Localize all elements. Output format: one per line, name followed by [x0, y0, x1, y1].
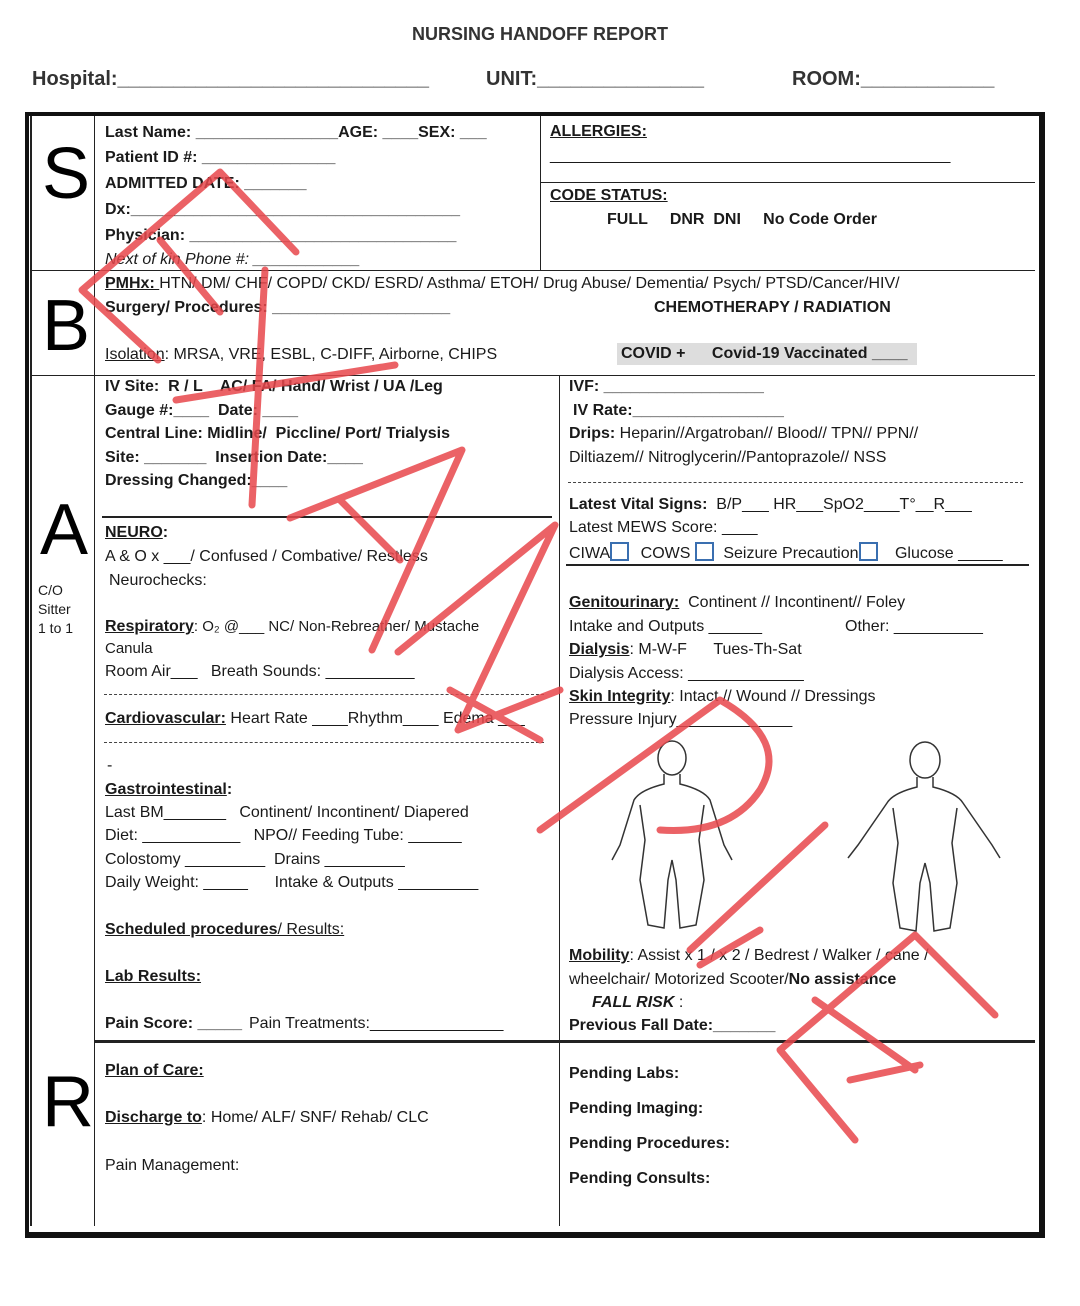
code-status-label: CODE STATUS:: [550, 187, 668, 204]
dialysis-options: : M-W-F Tues-Th-Sat: [629, 641, 802, 658]
respiratory-options: : O₂ @___ NC/ Non-Rebreather/ Mustache: [193, 618, 480, 635]
divider: [94, 116, 95, 1226]
isolation-options: : MRSA, VRE, ESBL, C-DIFF, Airborne, CHIPS: [164, 346, 498, 363]
dialysis-access-field[interactable]: Dialysis Access: _____________: [569, 665, 804, 682]
gi-label: Gastrointestinal: [105, 781, 227, 798]
divider: [540, 182, 1035, 183]
ivf-field[interactable]: IVF: __________________: [569, 378, 764, 395]
patient-id-field[interactable]: Patient ID #: _______________: [105, 149, 336, 166]
cardio-label: Cardiovascular:: [105, 710, 226, 727]
sitter-note: C/O: [38, 582, 63, 598]
covid-status: COVID +: [621, 345, 686, 362]
discharge-label: Discharge to: [105, 1109, 202, 1126]
iv-site-field[interactable]: IV Site: R / L AC/ FA/ Hand/ Wrist / UA /Leg: [105, 378, 443, 395]
section-letter-r: R: [42, 1062, 94, 1142]
allergies-field[interactable]: _____________________________________________: [550, 147, 951, 164]
pending-imaging-label: Pending Imaging:: [569, 1100, 704, 1117]
io-field[interactable]: Intake and Outputs ______: [569, 618, 763, 635]
ao-field[interactable]: A & O x ___/ Confused / Combative/ Restless: [105, 548, 428, 565]
gauge-field[interactable]: Gauge #:____ Date: ____: [105, 402, 298, 419]
skin-label: Skin Integrity: [569, 688, 671, 705]
fall-risk-colon: :: [674, 994, 684, 1011]
ciwa-checkbox[interactable]: [610, 542, 629, 561]
pressure-injury-field[interactable]: Pressure Injury_____________: [569, 711, 793, 728]
mobility-options-2: wheelchair/ Motorized Scooter/: [569, 971, 789, 988]
divider: [30, 375, 1035, 376]
unit-field: UNIT:_______________: [486, 68, 704, 90]
section-letter-s: S: [42, 134, 91, 214]
dashed-divider: [104, 742, 544, 743]
page-title: NURSING HANDOFF REPORT: [412, 24, 668, 44]
admitted-date-field[interactable]: ADMITTED DATE: _______: [105, 175, 307, 192]
vitals-fields[interactable]: B/P___ HR___SpO2____T°__R___: [707, 496, 972, 513]
dressing-field[interactable]: Dressing Changed:____: [105, 472, 288, 489]
mobility-options: : Assist x 1 / x 2 / Bedrest / Walker / cane /: [629, 947, 929, 964]
pending-labs-label: Pending Labs:: [569, 1065, 680, 1082]
respiratory-label: Respiratory: [105, 618, 194, 635]
dx-field[interactable]: Dx:_____________________________________: [105, 201, 461, 218]
gu-options: Continent // Incontinent// Foley: [679, 594, 906, 611]
sitter-note: Sitter: [38, 601, 71, 617]
pain-score-field[interactable]: Pain Score: _____: [105, 1015, 242, 1032]
cows-checkbox[interactable]: [695, 542, 714, 561]
physician-field[interactable]: Physician: ______________________________: [105, 227, 457, 244]
diet-field[interactable]: Diet: ___________ NPO// Feeding Tube: ______: [105, 827, 462, 844]
skin-options: : Intact // Wound // Dressings: [670, 688, 876, 705]
pmhx-label: PMHx:: [105, 275, 160, 292]
vitals-label: Latest Vital Signs:: [569, 496, 708, 513]
neuro-label: NEURO: [105, 524, 163, 541]
divider: [102, 516, 552, 518]
daily-weight-field[interactable]: Daily Weight: _____ Intake & Outputs _________: [105, 874, 479, 891]
mobility-label: Mobility: [569, 947, 630, 964]
mews-field[interactable]: Latest MEWS Score: ____: [569, 519, 758, 536]
allergies-label: ALLERGIES:: [550, 123, 647, 140]
dialysis-label: Dialysis: [569, 641, 630, 658]
plan-of-care-label: Plan of Care:: [105, 1062, 204, 1079]
neurochecks-field[interactable]: Neurochecks:: [109, 572, 207, 589]
fall-risk-label: FALL RISK: [592, 994, 675, 1011]
pmhx-options: HTN/ DM/ CHF/ COPD/ CKD/ ESRD/ Asthma/ ETOH/ Drug Abuse/ Dementia/ Psych/ PTSD/Cancer/HIV/: [159, 275, 900, 292]
pain-management-label: Pain Management:: [105, 1157, 240, 1174]
divider: [30, 270, 1035, 271]
handoff-report-page: NURSING HANDOFF REPORT Hospital:____________________________ UNIT:_______________ ROOM:____________ S B A R C/O Sitter 1 to 1 Last Name: ________________AGE: ____SEX: ___ Patient ID #: _______________ ADMITTED DATE: _______ Dx:_____________________________________ Physician: ______________________________ Next of kin Phone #: ____________ ALLERGIES: _____________________________________________ CODE STATUS: FULL DNR DNI No Code Order PMHx: HTN/ DM/ CHF/ COPD/ CKD/ ESRD/ Asthma/ ETOH/ Drug Abuse/ Dementia/ Psych/ PTSD/Cancer/HIV/ Surgery/ Procedures: ____________________ CHEMOTHERAPY / RADIATION Isolation: MRSA, VRE, ESBL, C-DIFF, Airborne, CHIPS COVID + Covid-19 Vaccinated ____ IV Site: R / L AC/ FA/ Hand/ Wrist / UA /Leg Gauge #:____ Date: ____ Central Line: Midline/ Piccline/ Port/ Trialysis Site: _______ Insertion Date:____ Dressing Changed:____ NEURO: A & O x ___/ Confused / Combative/ Restless Neurochecks: Respiratory: O₂ @___ NC/ Non-Rebreather/ Mustache Canula Room Air___ Breath Sounds: __________ Cardiovascular: Heart Rate ____Rhythm____ Edema ___ - Gastrointestinal: Last BM_______ Continent/ Incontinent/ Diapered Diet: ___________ NPO// Feeding Tube: ______ Colostomy _________ Drains _________ Daily Weight: _____ Intake & Outputs _________ Scheduled procedures/ Results: Lab Results: Pain Score: _____ Pain Treatments:_______________ IVF: __________________ IV Rate:_________________ Drips: Heparin//Argatroban// Blood// TPN// PPN// Diltiazem// Nitroglycerin//Pantoprazole// NSS Latest Vital Signs: B/P___ HR___SpO2____T°__R___ Latest MEWS Score: ____ CIWA COWS Seizure Precaution Glucose _____ Genitourinary: Continent // Incontinent// Foley Intake and Outputs ______ Other: __________ Dialysis: M-W-F Tues-Th-Sat Dialysis Access: _____________ Skin Integrity: Intact // Wound // Dressings Pressure Injury_____________ Mobility: Assist x 1 / x 2 / Bedrest / Walker / cane / wheelchair/ Motorized Scooter/No assistance FALL RISK : Previous Fall Date:_______ Plan of Care: Discharge to: Home/ ALF/ SNF/ Rehab/ CLC Pain Management: Pending Labs: Pending Imaging: Pending Procedures: Pending Consults:: [0, 0, 1080, 1306]
drips-options-2: Diltiazem// Nitroglycerin//Pantoprazole// NSS: [569, 449, 887, 466]
seizure-label: Seizure Precaution: [723, 545, 859, 562]
cows-label: COWS: [640, 545, 691, 562]
pain-treatments-field[interactable]: Pain Treatments:_______________: [249, 1015, 504, 1032]
cardio-fields[interactable]: Heart Rate ____Rhythm____ Edema ___: [225, 710, 525, 727]
chemo-radiation: CHEMOTHERAPY / RADIATION: [654, 299, 891, 316]
other-field[interactable]: Other: __________: [845, 618, 983, 635]
no-assistance: No assistance: [788, 971, 897, 988]
pending-consults-label: Pending Consults:: [569, 1170, 711, 1187]
code-status-options: FULL DNR DNI No Code Order: [607, 211, 877, 228]
iv-rate-field[interactable]: IV Rate:_________________: [573, 402, 784, 419]
site-field[interactable]: Site: _______ Insertion Date:____: [105, 449, 363, 466]
dashed-divider: [568, 482, 1023, 483]
divider: [540, 116, 541, 270]
drips-options: Heparin//Argatroban// Blood// TPN// PPN//: [615, 425, 919, 442]
scheduled-label: Scheduled procedures: [105, 921, 278, 938]
hospital-field: Hospital:____________________________: [32, 68, 430, 90]
dashed-divider: [104, 694, 544, 695]
central-line-field[interactable]: Central Line: Midline/ Piccline/ Port/ Trialysis: [105, 425, 450, 442]
last-bm-field[interactable]: Last BM_______ Continent/ Incontinent/ Diapered: [105, 804, 469, 821]
scheduled-results: / Results:: [277, 921, 345, 938]
covid-vaccinated: Covid-19 Vaccinated ____: [711, 345, 908, 362]
last-name-field[interactable]: Last Name: ________________AGE: ____SEX: ___: [105, 124, 487, 141]
next-of-kin-field[interactable]: Next of kin Phone #: ____________: [105, 251, 361, 268]
ciwa-label: CIWA: [569, 545, 611, 562]
divider: [566, 564, 1029, 566]
pending-procedures-label: Pending Procedures:: [569, 1135, 730, 1152]
drips-label: Drips:: [569, 425, 616, 442]
section-letter-a: A: [40, 490, 89, 570]
glucose-field[interactable]: Glucose _____: [894, 545, 1003, 562]
divider: [30, 116, 32, 1226]
isolation-label: Isolation: [105, 346, 165, 363]
discharge-options: : Home/ ALF/ SNF/ Rehab/ CLC: [201, 1109, 429, 1126]
lab-results-label: Lab Results:: [105, 968, 202, 985]
divider: [94, 1040, 1035, 1043]
section-letter-b: B: [42, 286, 91, 366]
room-air-field[interactable]: Room Air___ Breath Sounds: __________: [105, 663, 415, 680]
sitter-note: 1 to 1: [38, 620, 74, 636]
canula-text: Canula: [105, 640, 153, 657]
room-field: ROOM:____________: [792, 68, 995, 90]
gu-label: Genitourinary:: [569, 594, 680, 611]
divider: [559, 375, 560, 1226]
dash-text: -: [107, 757, 113, 774]
colostomy-field[interactable]: Colostomy _________ Drains _________: [105, 851, 405, 868]
previous-fall-field[interactable]: Previous Fall Date:_______: [569, 1017, 776, 1034]
seizure-checkbox[interactable]: [859, 542, 878, 561]
surgery-field[interactable]: Surgery/ Procedures: ____________________: [105, 299, 451, 316]
